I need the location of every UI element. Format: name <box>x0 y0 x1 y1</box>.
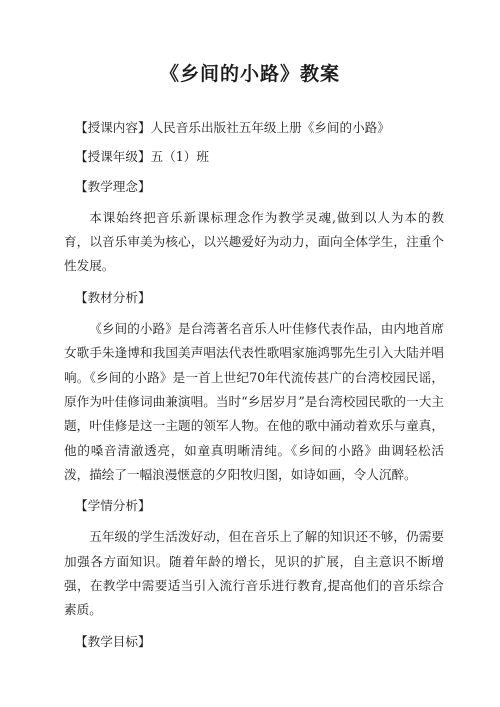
teaching-philosophy-heading: 【教学理念】 <box>75 178 151 194</box>
document-body <box>64 116 444 654</box>
teaching-grade-line: 【授课年级】五（1）班 <box>75 149 209 165</box>
student-analysis-heading: 【学情分析】 <box>75 498 151 514</box>
teaching-content-line: 【授课内容】人民音乐出版社五年级上册《乡间的小路》 <box>75 120 390 135</box>
student-analysis-paragraph: 五年级的学生活泼好动，但在音乐上了解的知识还不够，仍需要加强各方面知识。随着年龄的增长，见识的扩展，自主意识不断增强，在教学中需要适当引入流行音乐进行教育,提高他们的音乐综合素质。 <box>64 529 444 618</box>
teaching-goals-heading: 【教学目标】 <box>75 633 151 649</box>
material-analysis-paragraph: 《乡间的小路》是台湾著名音乐人叶佳修代表作品，由内地首席女歌手朱逢博和我国美声唱法代表性歌唱家施鸿鄂先生引入大陆并唱响。《乡间的小路》是一首上世纪70年代流传甚广的台湾校园民谣，原作为叶佳修词曲兼演唱。当时“乡居岁月”是台湾校园民歌的一大主题，叶佳修是这一主题的领军人物。在他的歌中涌动着欢乐与童真，他的嗓音清澈透亮，如童真明晰清纯。《乡间的小路》曲调轻松活泼，描绘了一幅浪漫惬意的夕阳牧归图，如诗如画，令人沉醉。 <box>64 321 444 482</box>
material-analysis-heading: 【教材分析】 <box>75 289 151 305</box>
document-title: 《乡间的小路》教案 <box>159 63 340 85</box>
teaching-philosophy-paragraph: 本课始终把音乐新课标理念作为教学灵魂,做到以人为本的教育，以音乐审美为核心，以兴趣爱好为动力，面向全体学生，注重个性发展。 <box>64 209 444 274</box>
